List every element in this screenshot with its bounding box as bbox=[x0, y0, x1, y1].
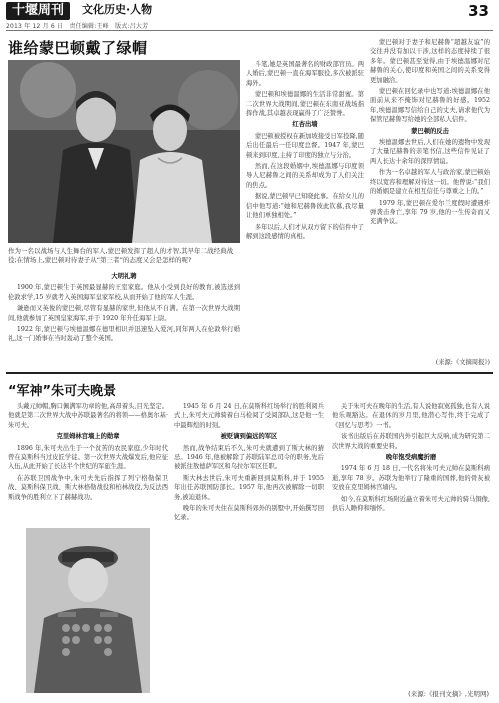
paragraph: 蒙巴顿和埃德温娜的生活非常甜蜜。第二次世界大战期间,蒙巴顿在东南亚战场指挥作战,其卓越表现赢得了广泛赞誉。 bbox=[246, 91, 364, 118]
paragraph: 1974 年 6 月 18 日,一代名将朱可夫元帅在莫斯科病逝,享年 78 岁。苏联为他举行了隆重的国葬,他的骨灰被安放在克里姆林宫墙内。 bbox=[332, 465, 490, 492]
paragraph: 然而,在这段婚姻中,埃德温娜与印度领导人尼赫鲁之间的关系却成为了人们关注的焦点。 bbox=[246, 163, 364, 189]
marshal-portrait-illustration bbox=[26, 528, 150, 693]
article2-subhead-1: 克里姆林宫墙上的勋章 bbox=[56, 433, 120, 441]
article2-subhead-3: 晚年饱受病魔折磨 bbox=[385, 454, 437, 462]
article2-source: (来源:《报刊文摘》,光明网) bbox=[408, 690, 489, 698]
masthead-section: 文化历史·人物 bbox=[82, 3, 153, 16]
paragraph: 1896 年,朱可夫出生于一个贫苦的农民家庭,少年时代曾在莫斯科当过皮匠学徒。第一次世界大战爆发后,他应征入伍,从此开始了长达半个世纪的军旅生涯。 bbox=[8, 444, 168, 471]
paragraph: 1979 年,蒙巴顿在爱尔兰度假时遭遇炸弹袭击身亡,享年 79 岁,他的一生传奇而又充满争议。 bbox=[370, 199, 490, 226]
paragraph: 在苏联卫国战争中,朱可夫先后指挥了列宁格勒保卫战、莫斯科保卫战、斯大林格勒战役和柏林战役,为反法西斯战争的胜利立下了赫赫战功。 bbox=[8, 474, 168, 501]
paragraph: 头戴元帅帽,胸口佩满军功章的他,高昂着头,目光坚定。他就是第二次世界大战中苏联最著名的将领——格奥尔基·朱可夫。 bbox=[8, 403, 168, 429]
paragraph: 1922 年,蒙巴顿与埃德温娜在德里相识并迅速坠入爱河,同年两人在伦敦举行婚礼,这一门婚事在当时轰动了整个英国。 bbox=[8, 326, 240, 343]
paragraph: 斗笔,她是英国最著名的财政部官员。两人婚后,蒙巴顿一直在海军服役,多次被派驻海外。 bbox=[246, 61, 364, 87]
article1-subhead-3: 蒙巴顿的反击 bbox=[411, 127, 449, 135]
paragraph: 多年以后,人们才从双方留下的信件中了解到这段感情的真相。 bbox=[246, 223, 364, 240]
paragraph: 1945 年 6 月 24 日,在莫斯科红场举行的胜利阅兵式上,朱可夫元帅骑着白马检阅了受阅部队,这是他一生中最辉煌的时刻。 bbox=[174, 403, 324, 429]
article1-column-1 bbox=[8, 270, 240, 368]
article1-column-2 bbox=[246, 60, 364, 368]
masthead-brand: 十堰周刊 bbox=[6, 2, 70, 20]
paragraph: 斯大林去世后,朱可夫重新回到莫斯科,并于 1955 年出任苏联国防部长。1957 年,他再次被解除一切职务,被迫退休。 bbox=[174, 474, 324, 501]
paragraph: 谦逊而又英俊的蒙巴顿,尽管有显赫的家世,但他从不自满。在第一次世界大战期间,他就参加了英国皇家海军,并于 1920 年升任海军上尉。 bbox=[8, 305, 240, 322]
paragraph: 作为一名卓越的军人与政治家,蒙巴顿始终以宽容和理解对待这一切。他曾说:“我们的婚姻是建立在相互信任与尊重之上的。” bbox=[370, 169, 490, 196]
article1-subhead-2: 红杏出墙 bbox=[292, 121, 318, 129]
paragraph: 1900 年,蒙巴顿生于英国最显赫的王室家庭。他从小受到良好的教育,被选送到伦敦求学,15 岁就考入英国海军皇家军校,从而开始了他的军人生涯。 bbox=[8, 284, 240, 301]
paragraph: 据说,蒙巴顿早已知晓此事。在给女儿的信中他写道:“她和尼赫鲁彼此钦慕,我尽量让他们单独相处。” bbox=[246, 193, 364, 220]
top-rule bbox=[6, 30, 493, 31]
paragraph: 蒙巴顿对于妻子和尼赫鲁“超越友谊”的交往并没有加以干涉,这样的态度持续了很多年。蒙巴顿甚至觉得,由于埃德温娜对尼赫鲁的关心,使印度和英国之间的关系变得更加融洽。 bbox=[370, 39, 490, 84]
paragraph: 如今,在莫斯科红场附近矗立着朱可夫元帅的骑马铜像,供后人瞻仰和缅怀。 bbox=[332, 495, 490, 513]
article2-photo bbox=[26, 528, 150, 693]
article1-source: (来源:《文摘周报》) bbox=[435, 359, 490, 366]
paragraph: 该书出版后在苏联国内外引起巨大反响,成为研究第二次世界大战的重要史料。 bbox=[332, 433, 490, 450]
paragraph: 关于朱可夫在晚年的生活,有人说他寂寞孤独,也有人说他乐观豁达。在退休的岁月里,他潜心写作,终于完成了《回忆与思考》一书。 bbox=[332, 403, 490, 429]
paragraph: 然而,战争结束后不久,朱可夫就遭到了斯大林的猜忌。1946 年,他被解除了苏联陆军总司令的职务,先后被派往敖德萨军区和乌拉尔军区任职。 bbox=[174, 444, 324, 471]
article1-title: 谁给蒙巴顿戴了绿帽 bbox=[8, 39, 148, 57]
section-divider bbox=[6, 372, 493, 374]
masthead bbox=[0, 0, 499, 30]
paragraph: 埃德温娜去世后,人们在她的遗物中发现了大量尼赫鲁的亲笔书信,这些信件见证了两人长达十余年的深厚情谊。 bbox=[370, 139, 490, 165]
paragraph: 蒙巴顿在回忆录中也写道:埃德温娜在他面前从来不掩饰对尼赫鲁的好感。1952 年,埃德温娜写信给自己的丈夫,请求他代为保管尼赫鲁写给她的全部私人信件。 bbox=[370, 88, 490, 124]
article1-column-3 bbox=[370, 38, 490, 356]
page-number: 33 bbox=[468, 2, 489, 20]
article2-column-3 bbox=[332, 402, 490, 684]
paragraph: 蒙巴顿被授权在新加坡接受日军投降,随后出任最后一任印度总督。1947 年,蒙巴顿来到印度,主持了印度的独立与分治。 bbox=[246, 132, 364, 159]
article2-column-2 bbox=[174, 402, 324, 694]
article2-title: “军神”朱可夫晚景 bbox=[8, 384, 117, 399]
article1-photo bbox=[8, 60, 240, 243]
masthead-sub: 2013 年 12 月 6 日 责任编辑:王峰 版式:吕大芳 bbox=[6, 23, 149, 30]
couple-photo-illustration bbox=[8, 60, 240, 243]
paragraph: 晚年的朱可夫住在莫斯科郊外的别墅中,开始撰写回忆录。 bbox=[174, 505, 324, 522]
article1-caption: 作为一名以战场与人生舞台的军人,蒙巴顿发挥了超人的才智,其早年二战经典战役;在情场上,蒙巴顿对待妻子从“第三者”的态度又会是怎样的呢? bbox=[8, 247, 234, 264]
article2-subhead-2: 被贬谪到偏远的军区 bbox=[220, 433, 278, 441]
article1-subhead-1: 大明礼聘 bbox=[111, 273, 137, 280]
article2-column-1 bbox=[8, 402, 168, 524]
